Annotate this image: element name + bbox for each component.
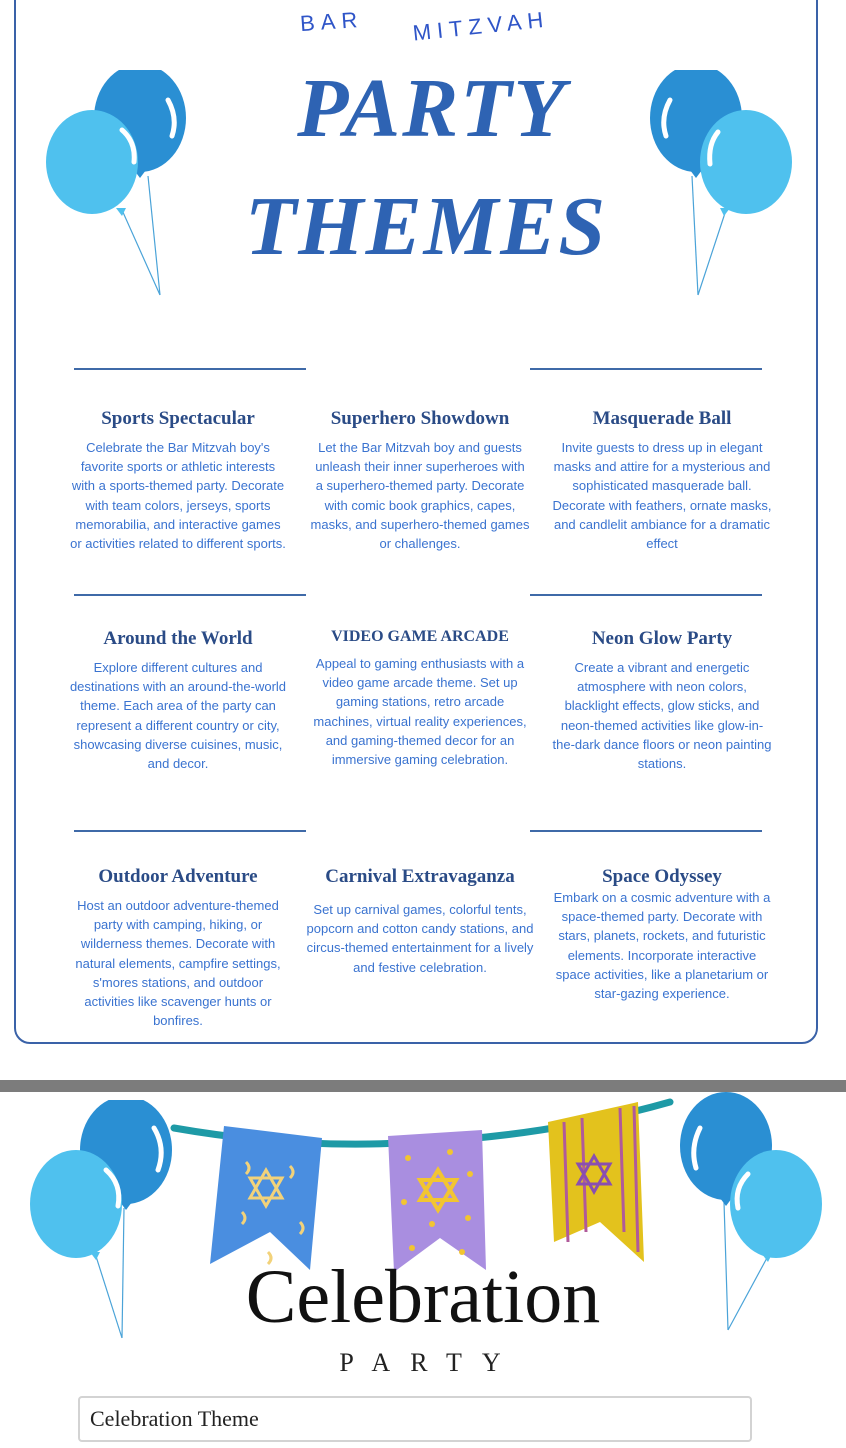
arc-word-bar: BAR [299, 6, 365, 37]
theme-description: Set up carnival games, colorful tents, popcorn and cotton candy stations, and circus-themed entertainment for a lively and festive celebration. [306, 902, 534, 975]
theme-title: Carnival Extravaganza [325, 866, 515, 887]
divider [530, 830, 762, 832]
theme-description: Embark on a cosmic adventure with a space-themed party. Decorate with stars, planets, rockets, and futuristic elements. Incorporate interactive space activities, like a planetarium or star-gazing experience. [553, 890, 771, 1002]
theme-title: Masquerade Ball [592, 408, 732, 429]
flag-purple [388, 1130, 486, 1272]
divider [74, 368, 306, 370]
theme-description: Create a vibrant and energetic atmosphere with neon colors, blacklight effects, glow sticks, and neon-themed activities like glow-in-the-dark dance floors or neon painting stations. [552, 660, 772, 772]
flag-yellow [548, 1102, 644, 1262]
theme-description: Let the Bar Mitzvah boy and guests unleash their inner superheroes with a superhero-themed party. Decorate with comic book graphics, capes, masks, and superhero-themed games or challenges. [310, 440, 530, 552]
theme-title: Sports Spectacular [101, 408, 255, 429]
theme-card [310, 408, 530, 553]
flag-blue [210, 1126, 322, 1270]
arc-word-mitzvah: MITZVAH [411, 6, 551, 46]
theme-card [68, 628, 288, 773]
divider [530, 368, 762, 370]
theme-card [304, 866, 536, 977]
theme-description: Celebrate the Bar Mitzvah boy's favorite sports or athletic interests with a sports-themed party. Decorate with team colors, jerseys, sports memorabilia, and interactive games or activities related to different sports. [70, 440, 286, 552]
divider [74, 830, 306, 832]
theme-title: Space Odyssey [602, 866, 722, 887]
title-party: PARTY [297, 62, 567, 155]
celebration-subtitle: PARTY [339, 1348, 521, 1377]
theme-description: Explore different cultures and destinations with an around-the-world theme. Each area of the party can represent a different country or city, showcasing diverse cuisines, music, and decor. [69, 660, 287, 772]
theme-title: Neon Glow Party [591, 628, 733, 649]
divider [530, 594, 762, 596]
title-themes: THEMES [244, 180, 608, 273]
flyer-page [14, 0, 818, 1044]
balloon-icon [700, 110, 792, 214]
balloon-cluster-left [40, 70, 190, 310]
theme-card [68, 408, 288, 553]
theme-description: Appeal to gaming enthusiasts with a video game arcade theme. Set up gaming stations, retro arcade machines, virtual reality experiences, and gaming-themed decor for an immersive gaming celebration. [313, 656, 527, 768]
theme-card [310, 628, 530, 769]
theme-title: Superhero Showdown [330, 408, 510, 429]
divider [74, 594, 306, 596]
theme-title: VIDEO GAME ARCADE [331, 628, 509, 645]
theme-card [552, 628, 772, 773]
page-separator [0, 1080, 846, 1092]
theme-card [68, 866, 288, 1030]
theme-description: Host an outdoor adventure-themed party with camping, hiking, or wilderness themes. Decorate with natural elements, campfire settings, s'mores stations, and outdoor activities like scavenger hunts or bonfires. [75, 898, 281, 1029]
balloon-icon [30, 1150, 122, 1258]
celebration-title: Celebration [245, 1255, 601, 1339]
balloon-icon [730, 1150, 822, 1258]
balloon-cluster-right [648, 70, 798, 310]
celebration-theme-field[interactable]: Celebration Theme [78, 1396, 752, 1442]
theme-card [552, 866, 772, 1003]
balloon-icon [46, 110, 138, 214]
theme-title: Around the World [103, 628, 253, 649]
theme-description: Invite guests to dress up in elegant masks and attire for a mysterious and sophisticated masquerade ball. Decorate with feathers, ornate masks, and candlelit ambiance for a dramatic effect [552, 440, 772, 552]
theme-title: Outdoor Adventure [98, 866, 258, 887]
theme-card [552, 408, 772, 553]
